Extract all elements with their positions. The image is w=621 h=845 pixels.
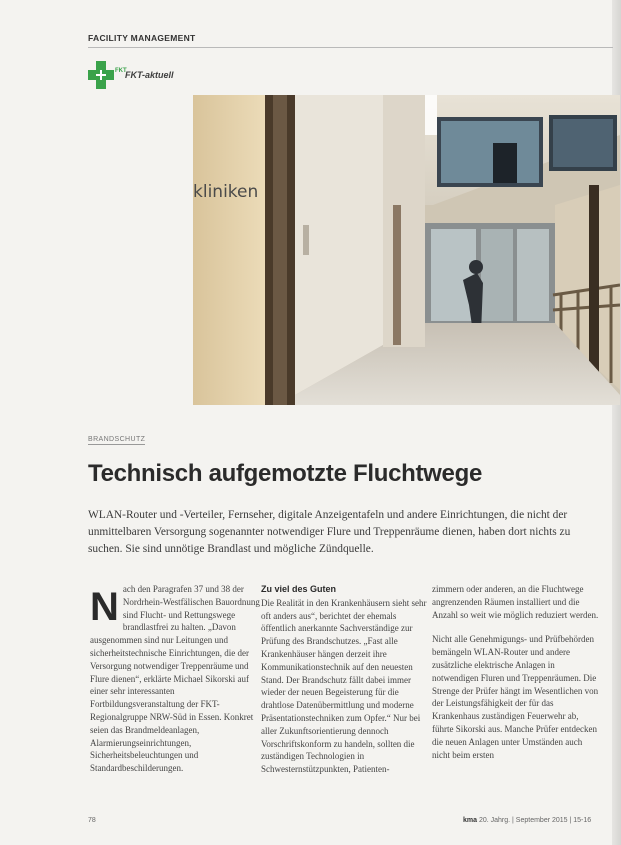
logo-mark: FKT	[115, 68, 127, 74]
article-kicker: BRANDSCHUTZ	[88, 436, 146, 443]
article-lead: WLAN-Router und -Verteiler, Fernseher, digitale Anzeigentafeln und andere Einrichtungen, die nicht der unmittelbaren Versorgung sogenannter notwendiger Flure und Treppenräume dienen, haben dort nichts zu suchen. Sie sind unnötige Brandlast und mögliche Zündquelle.	[88, 509, 571, 555]
column-2-text: Die Realität in den Krankenhäusern sieht sehr oft anders aus“, berichtet der ehemals öffentlich anerkannte Sachverständige zur Prüfung des Brandschutzes. „Fast alle Krankenhäuser hängen derzeit ihre Kommunikationstechnik auf den neuesten Stand. Der Brandschutz fällt dabei immer wieder der neuen Begeisterung für die drahtlose Datenübermittlung und moderne Präsentationstechniken zum Opfer.“ Nur bei aller Zukunftsorientierung dennoch Vorschriftskonform zu handeln, sollten die zuständigen Technologien in Schwesternstützpunkten, Patienten-	[261, 597, 427, 775]
hospital-corridor-photo	[193, 95, 620, 405]
column-3-paragraph-2: Nicht alle Genehmigungs- und Prüfbehörden bemängeln WLAN-Router und andere zusätzliche elektrische Anlagen in notwendigen Fluren und Treppenräumen. Die Strenge der Prüfer hängt im Wesentlichen von der Leistungsfähigkeit der für das Krankenhaus zuständigen Feuerwehr ab, führte Sikorski aus. Manche Prüfer entdecken die neuen Anlagen unter Umständen auch nicht beim ersten	[432, 634, 599, 760]
article-headline: Technisch aufgemotzte Fluchtwege	[88, 460, 483, 487]
footer-issue	[463, 817, 591, 824]
dropcap: N	[90, 585, 119, 629]
issue-info: 20. Jahrg. | September 2015 | 15-16	[478, 817, 592, 824]
logo-text: FKT-aktuell	[125, 70, 174, 80]
article-column-3	[432, 583, 602, 761]
magazine-name: kma	[463, 817, 478, 824]
column-1-text: ach den Paragrafen 37 und 38 der Nordrhein-Westfälischen Bauordnung sind Flucht- und Rettungswege brandlastfrei zu halten. „Davon ausgenommen sind nur Leitungen und sicherheitstechnische Einrichtungen, die der Versorgung notwendiger Treppenräume und Flure dienen“, erklärte Michael Sikorski auf einer sehr interessanten Fortbildungsveranstaltung der FKT-Regionalgruppe NRW-Süd in Essen. Konkret seien das Brandmeldeanlagen, Alarmierungseinrichtungen, Sicherheitsbeleuchtungen und Standardbeschilderungen.	[90, 584, 260, 774]
top-rule	[88, 47, 613, 48]
column-3-paragraph-1: zimmern oder anderen, an die Fluchtwege angrenzenden Räumen installiert und die Anzahl so weit wie möglich reduziert werden.	[432, 584, 599, 620]
section-label: FACILITY MANAGEMENT	[88, 33, 196, 43]
photo-sign-text: kliniken	[193, 182, 259, 202]
article-column-1	[90, 583, 260, 775]
page-number: 78	[88, 817, 96, 824]
subheading: Zu viel des Guten	[261, 584, 337, 594]
article-column-2	[261, 583, 431, 776]
